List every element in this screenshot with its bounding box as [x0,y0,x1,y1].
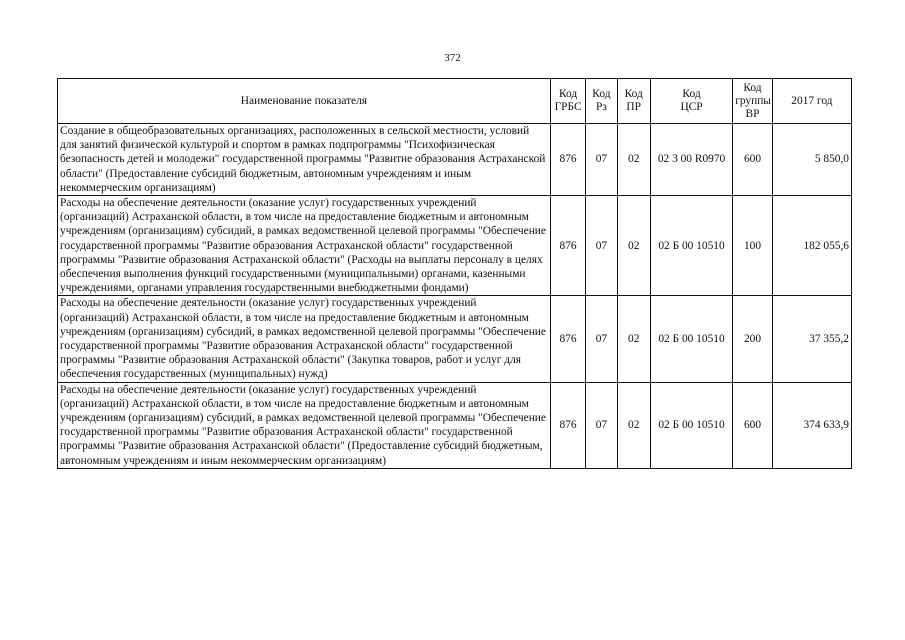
header-grbs [550,79,585,124]
header-vr [733,79,773,124]
row-pr: 02 [617,196,650,296]
row-vr: 200 [733,296,773,382]
header-vr-line3: ВР [745,107,760,120]
row-amount: 374 633,9 [772,382,851,468]
header-rz-line1: Код [592,88,611,100]
row-amount: 5 850,0 [772,124,851,196]
row-grbs: 876 [550,196,585,296]
table-row [58,196,852,296]
row-csr: 02 Б 00 10510 [650,382,732,468]
row-csr: 02 Б 00 10510 [650,196,732,296]
row-name: Расходы на обеспечение деятельности (оказание услуг) государственных учреждений (организаций) Астраханской области, в том числе на предоставление бюджетным и автономным учреждениям (организациям) субсидий, в рамках ведомственной целевой программы "Обеспечение государственной программы "Развитие образования Астраханской области" государственной программы "Развитие образования Астраханской области" (Закупка товаров, работ и услуг для обеспечения государственных (муниципальных) нужд) [58,296,551,382]
row-vr: 100 [733,196,773,296]
table-body [58,124,852,469]
row-pr: 02 [617,296,650,382]
header-vr-line1: Код [743,81,762,94]
row-grbs: 876 [550,124,585,196]
header-rz [586,79,617,124]
header-pr-line2: ПР [626,101,641,113]
table-row [58,124,852,196]
header-vr-line2: группы [735,94,771,107]
table-header [58,79,852,124]
header-year-label: 2017 год [791,94,833,107]
row-vr: 600 [733,124,773,196]
header-csr-line1: Код [682,88,701,100]
row-rz: 07 [586,382,617,468]
header-grbs-line2: ГРБС [554,101,582,113]
row-grbs: 876 [550,382,585,468]
row-name: Создание в общеобразовательных организациях, расположенных в сельской местности, условий для занятий физической культурой и спортом в рамках подпрограммы "Психофизическая безопасность детей и молодежи" государственной программы "Развитие образования Астраханской области" (Предоставление субсидий бюджетным, автономным учреждениям и иным некоммерческим организациям) [58,124,551,196]
header-grbs-line1: Код [558,88,578,100]
row-amount: 37 355,2 [772,296,851,382]
row-rz: 07 [586,124,617,196]
table-row [58,296,852,382]
row-csr: 02 Б 00 10510 [650,296,732,382]
row-pr: 02 [617,382,650,468]
row-rz: 07 [586,296,617,382]
row-name: Расходы на обеспечение деятельности (оказание услуг) государственных учреждений (организаций) Астраханской области, в том числе на предоставление бюджетным и автономным учреждениям (организациям) субсидий, в рамках ведомственной целевой программы "Обеспечение государственной программы "Развитие образования Астраханской области" государственной программы "Развитие образования Астраханской области" (Расходы на выплаты персоналу в целях обеспечения выполнения функций государственными (муниципальными) органами, казенными учреждениями, органами управления государственными внебюджетными фондами) [58,196,551,296]
row-amount: 182 055,6 [772,196,851,296]
row-grbs: 876 [550,296,585,382]
row-vr: 600 [733,382,773,468]
header-rz-line2: Рз [595,101,607,113]
row-rz: 07 [586,196,617,296]
row-name: Расходы на обеспечение деятельности (оказание услуг) государственных учреждений (организаций) Астраханской области, в том числе на предоставление бюджетным и автономным учреждениям (организациям) субсидий, в рамках ведомственной целевой программы "Обеспечение государственной программы "Развитие образования Астраханской области" государственной программы "Развитие образования Астраханской области" (Предоставление субсидий бюджетным, автономным учреждениям и иным некоммерческим организациям) [58,382,551,468]
budget-table [57,78,852,469]
header-year [772,79,851,124]
row-csr: 02 3 00 R0970 [650,124,732,196]
header-pr-line1: Код [624,88,643,100]
row-pr: 02 [617,124,650,196]
header-csr-line2: ЦСР [680,101,703,113]
table-row [58,382,852,468]
header-pr [617,79,650,124]
header-name [58,79,551,124]
header-csr [650,79,732,124]
header-name-label: Наименование показателя [240,94,368,107]
page-number: 372 [444,52,461,64]
